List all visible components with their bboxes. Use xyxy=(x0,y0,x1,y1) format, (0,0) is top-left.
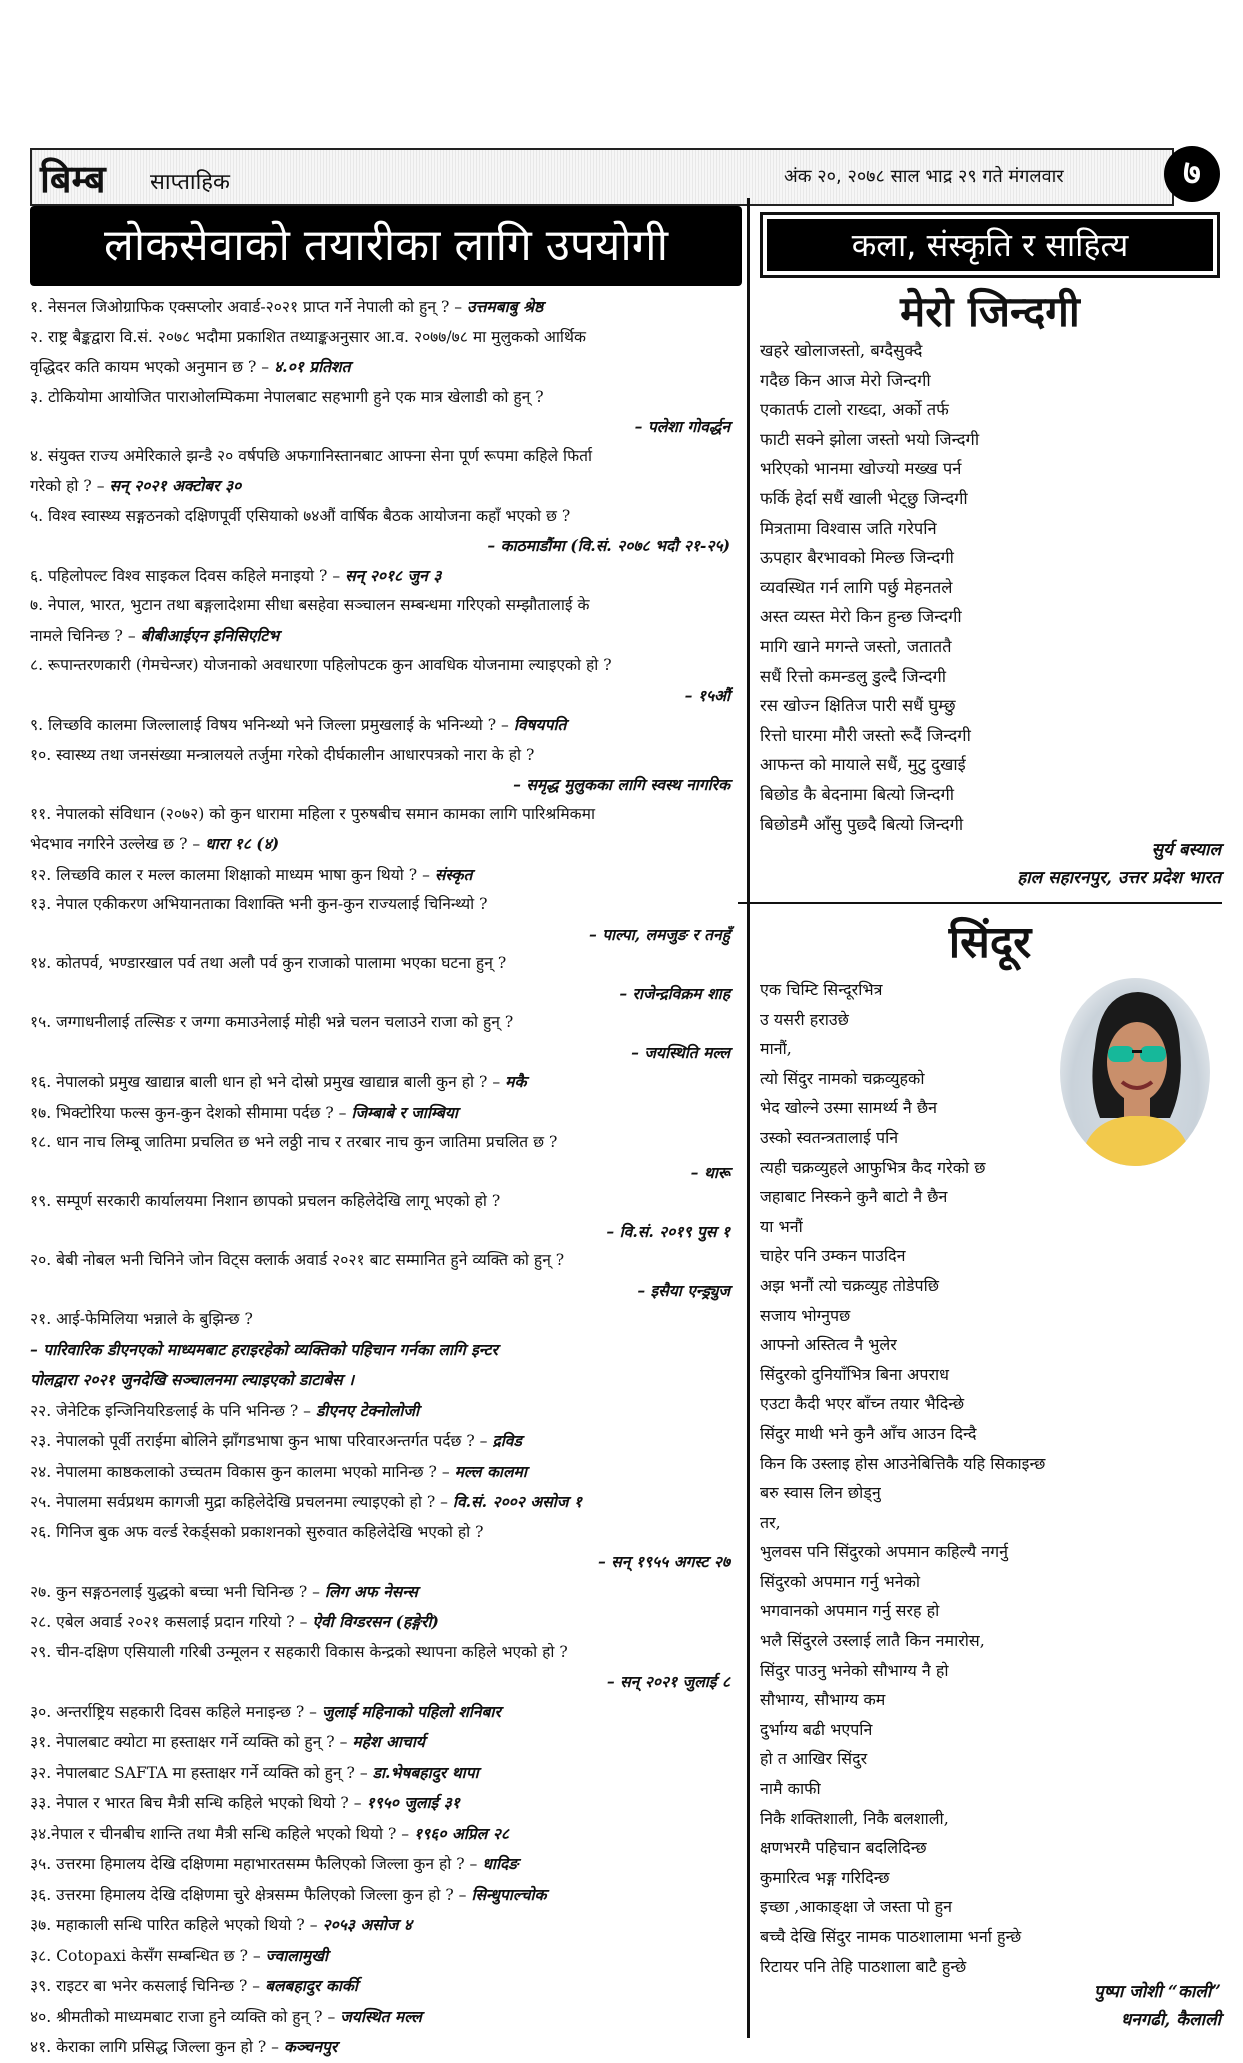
poem-line: मागि खाने मगन्ते जस्तो, जताततै xyxy=(760,636,952,656)
quiz-question-text: १७. भिक्टोरिया फल्स कुन-कुन देशको सीमामा पर्दछ ? – xyxy=(30,1103,347,1122)
quiz-line xyxy=(30,1276,742,1306)
quiz-question xyxy=(30,1849,742,1880)
quiz-line xyxy=(30,860,742,891)
quiz-answer: धादिङ xyxy=(482,1854,519,1873)
quiz-question-text: ३१. नेपालबाट क्योटा मा हस्ताक्षर गर्ने व्यक्ति को हुन् ? – xyxy=(30,1733,348,1751)
quiz-question xyxy=(30,1067,742,1098)
quiz-section-title: लोकसेवाको तयारीका लागि उपयोगी xyxy=(30,206,742,286)
quiz-line xyxy=(30,1457,742,1488)
quiz-answer: धारा १८ (४) xyxy=(205,834,280,853)
quiz-question-text: २५. नेपालमा सर्वप्रथम कागजी मुद्रा कहिलेदेखि प्रचलनमा ल्याइएको हो ? – xyxy=(30,1493,448,1511)
poem-author-address: धनगढी, कैलाली xyxy=(1120,2010,1221,2030)
poem-line: सिंदुरको अपमान गर्नु भनेको xyxy=(760,1571,921,1591)
quiz-question-text: ३५. उत्तरमा हिमालय देखि दक्षिणमा महाभारतसम्म फैलिएको जिल्ला कुन हो ? – xyxy=(30,1855,478,1873)
quiz-answer: – इसैया एन्ड्र्युज xyxy=(637,1280,730,1300)
poem-line: या भनौं xyxy=(760,1216,803,1236)
poem-line: उस्को स्वतन्त्रतालाई पनि xyxy=(760,1127,899,1147)
quiz-line xyxy=(30,741,742,771)
quiz-answer: जुलाई महिनाको पहिलो शनिबार xyxy=(321,1701,501,1721)
quiz-question-text: ३४.नेपाल र चीनबीच शान्ति तथा मैत्री सन्धि कहिले भएको थियो ? – xyxy=(30,1824,410,1843)
quiz-question xyxy=(30,1607,742,1638)
quiz-answer: – जयस्थिति मल्ल xyxy=(631,1042,730,1062)
quiz-question-text: ९. लिच्छवि कालमा जिल्लालाई विषय भनिन्थ्यो भने जिल्ला प्रमुखलाई के भनिन्थ्यो ? – xyxy=(30,716,509,734)
quiz-line xyxy=(30,681,742,711)
poem-author-name: सुर्य बस्याल xyxy=(1151,840,1221,860)
quiz-question-text: २८. एबेल अवार्ड २०२१ कसलाई प्रदान गरियो ? – xyxy=(30,1613,308,1631)
quiz-question-text: २०. बेबी नोबल भनी चिनिने जोन विट्स क्लार्क अवार्ड २०२१ बाट सम्मानित हुने व्यक्ति को हुन् ? xyxy=(30,1251,565,1269)
quiz-question xyxy=(30,1426,742,1457)
quiz-answer: – वि.सं. २०१९ पुस १ xyxy=(606,1221,730,1241)
quiz-question xyxy=(30,741,742,771)
quiz-question xyxy=(30,2002,742,2033)
quiz-line xyxy=(30,1547,742,1577)
quiz-question xyxy=(30,1819,742,1850)
quiz-question xyxy=(30,561,742,592)
quiz-answer: ऐवी विग्डरसन (हङ्गेरी) xyxy=(312,1612,439,1631)
quiz-question-text: १३. नेपाल एकीकरण अभियानताका विशाक्ति भनी कुन-कुन राज्यलाई चिनिन्थ्यो ? xyxy=(30,895,488,913)
poem-line: रिटायर पनि तेहि पाठशाला बाटै हुन्छे xyxy=(760,1956,967,1976)
quiz-line xyxy=(30,2002,742,2033)
quiz-line xyxy=(30,1788,742,1819)
quiz-question-text: १२. लिच्छवि काल र मल्ल कालमा शिक्षाको माध्यम भाषा कुन थियो ? – xyxy=(30,865,430,884)
brand-logo: बिम्ब xyxy=(40,157,106,201)
poem-line: मित्रतामा विश्वास जति गरेपनि xyxy=(760,518,937,538)
quiz-answer: संस्कृत xyxy=(434,864,473,884)
quiz-answer: बीबीआईएन इनिसिएटिभ xyxy=(140,625,280,645)
quiz-line xyxy=(30,1880,742,1911)
quiz-question xyxy=(30,1246,742,1276)
quiz-answer: डा.भेषबहादुर थापा xyxy=(372,1762,479,1782)
poem-author-name: पुष्पा जोशी “काली” xyxy=(1094,1982,1221,2002)
quiz-line xyxy=(30,1819,742,1850)
quiz-line xyxy=(30,1396,742,1427)
quiz-line xyxy=(30,323,742,353)
quiz-line xyxy=(30,471,742,502)
poem-line: हो त आखिर सिंदुर xyxy=(760,1749,868,1769)
quiz-line xyxy=(30,651,742,681)
quiz-answer: द्रविड xyxy=(492,1431,522,1450)
quiz-question xyxy=(30,1008,742,1038)
poem-line: खहरे खोलाजस्तो, बग्दैसुक्दै xyxy=(760,341,923,360)
quiz-answer: कञ्चनपुर xyxy=(283,2037,338,2056)
quiz-line xyxy=(30,1008,742,1038)
quiz-line xyxy=(30,502,742,532)
poem-body xyxy=(760,975,1220,1981)
quiz-line xyxy=(30,1038,742,1068)
poem-line: फर्कि हेर्दा सधैं खाली भेट्छु जिन्दगी xyxy=(760,488,968,508)
quiz-answer: – पलेशा गोवर्द्धन xyxy=(634,417,730,436)
quiz-line xyxy=(30,1941,742,1972)
poem-line: अझ भनौं त्यो चक्रव्युह तोडेपछि xyxy=(760,1275,939,1295)
quiz-line xyxy=(30,1518,742,1548)
quiz-question-text: २१. आई-फेमिलिया भन्नाले के बुझिन्छ ? xyxy=(30,1310,253,1328)
quiz-question xyxy=(30,710,742,741)
quiz-line xyxy=(30,1335,742,1366)
section-divider xyxy=(738,902,1222,904)
quiz-question xyxy=(30,1518,742,1548)
quiz-list xyxy=(30,292,742,2063)
quiz-question-text: २९. चीन-दक्षिण एसियाली गरिबी उन्मूलन र सहकारी विकास केन्द्रको स्थापना कहिले भएको हो ? xyxy=(30,1642,568,1661)
quiz-question-text: १६. नेपालको प्रमुख खाद्यान्न बाली धान हो भने दोस्रो प्रमुख खाद्यान्न बाली कुन हो ? – xyxy=(30,1073,501,1091)
quiz-line xyxy=(30,1158,742,1188)
quiz-question xyxy=(30,1098,742,1129)
poem-line: सिंदुर माथी भने कुनै आँच आउन दिन्दै xyxy=(760,1423,977,1443)
quiz-question-text: ११. नेपालको संविधान (२०७२) को कुन धारामा महिला र पुरुषबीच समान कामका लागि पारिश्रमिकमा xyxy=(30,804,596,823)
poem-author xyxy=(1094,1978,1221,2034)
quiz-question xyxy=(30,1396,742,1427)
quiz-line xyxy=(30,920,742,950)
poem-line: उ यसरी हराउछे xyxy=(760,1009,849,1029)
quiz-line xyxy=(30,1910,742,1941)
quiz-answer: सिन्धुपाल्चोक xyxy=(471,1884,547,1904)
quiz-question xyxy=(30,442,742,472)
quiz-line xyxy=(30,1849,742,1880)
poem-line: ऊपहार बैरभावको मिल्छ जिन्दगी xyxy=(760,548,954,568)
quiz-question xyxy=(30,1457,742,1488)
brand-subtitle: साप्ताहिक xyxy=(150,170,230,195)
quiz-question-text: गरेको हो ? – xyxy=(30,477,105,495)
literature-section-title xyxy=(760,212,1220,278)
poem-line: भगवानको अपमान गर्नु सरह हो xyxy=(760,1601,940,1621)
poem-line: भलै सिंदुरले उस्लाई लातै किन नमारोस, xyxy=(760,1631,985,1651)
quiz-question xyxy=(30,1788,742,1819)
quiz-question-text: १९. सम्पूर्ण सरकारी कार्यालयमा निशान छापको प्रचलन कहिलेदेखि लागू भएको हो ? xyxy=(30,1192,501,1210)
poem-line: सिंदुरको दुनियाँभित्र बिना अपराध xyxy=(760,1364,950,1384)
quiz-line xyxy=(30,1577,742,1608)
quiz-line xyxy=(30,621,742,652)
quiz-answer: – सन् १९५५ अगस्ट २७ xyxy=(598,1552,730,1571)
quiz-question-text: ५. विश्व स्वास्थ्य सङ्गठनको दक्षिणपूर्वी एसियाको ७४औं वार्षिक बैठक आयोजना कहाँ भएको छ ? xyxy=(30,506,571,525)
quiz-question xyxy=(30,949,742,979)
quiz-line xyxy=(30,1638,742,1668)
quiz-question xyxy=(30,1487,742,1518)
poem-line: किन कि उस्लाइ होस आउनेबित्तिकै यहि सिकाइन्छ xyxy=(760,1453,1046,1473)
quiz-question-text: २४. नेपालमा काष्ठकलाको उच्चतम विकास कुन कालमा भएको मानिन्छ ? – xyxy=(30,1462,450,1481)
poem-line: आफन्त को मायाले सधैं, मुटु दुखाई xyxy=(760,755,966,775)
quiz-question-text: ४१. केराका लागि प्रसिद्ध जिल्ला कुन हो ? – xyxy=(30,2038,279,2056)
quiz-question xyxy=(30,1638,742,1668)
poem-line: गदैछ किन आज मेरो जिन्दगी xyxy=(760,370,931,390)
poem-line: बिछोड कै बेदनामा बित्यो जिन्दगी xyxy=(760,784,955,804)
quiz-line xyxy=(30,1426,742,1457)
quiz-question-text: वृद्धिदर कति कायम भएको अनुमान छ ? – xyxy=(30,358,270,376)
quiz-question-text: ६. पहिलोपल्ट विश्व साइकल दिवस कहिले मनाइयो ? – xyxy=(30,566,341,585)
poem-line: बच्चै देखि सिंदुर नामक पाठशालामा भर्ना हुन्छे xyxy=(760,1927,1022,1946)
quiz-answer: – राजेन्द्रविक्रम शाह xyxy=(619,983,730,1003)
quiz-line xyxy=(30,412,742,442)
quiz-answer: १९५० जुलाई ३१ xyxy=(366,1793,460,1812)
quiz-question xyxy=(30,591,742,621)
masthead xyxy=(30,148,1174,206)
quiz-question xyxy=(30,1941,742,1972)
quiz-question-text: ३०. अन्तर्राष्ट्रिय सहकारी दिवस कहिले मनाइन्छ ? – xyxy=(30,1702,317,1721)
poem-line: सधैं रित्तो कमन्डलु डुल्दै जिन्दगी xyxy=(760,666,947,686)
quiz-question xyxy=(30,860,742,891)
quiz-question xyxy=(30,1365,742,1396)
quiz-answer: १९६० अप्रिल २८ xyxy=(414,1823,509,1843)
quiz-question-text: १०. स्वास्थ्य तथा जनसंख्या मन्त्रालयले तर्जुमा गरेको दीर्घकालीन आधारपत्रको नारा के हो ? xyxy=(30,745,535,764)
quiz-question-text: २६. गिनिज बुक अफ वर्ल्ड रेकर्ड्सको प्रकाशनको सुरुवात कहिलेदेखि भएको हो ? xyxy=(30,1522,484,1541)
quiz-line xyxy=(30,800,742,830)
quiz-question-text: ४०. श्रीमतीको माध्यमबाट राजा हुने व्यक्ति को हुन् ? – xyxy=(30,2007,336,2026)
quiz-answer: मकै xyxy=(505,1072,527,1091)
quiz-question xyxy=(30,621,742,652)
quiz-line xyxy=(30,352,742,383)
quiz-line xyxy=(30,531,742,561)
quiz-question-text: १४. कोतपर्व, भण्डारखाल पर्व तथा अलौ पर्व कुन राजाको पालामा भएका घटना हुन् ? xyxy=(30,954,507,972)
quiz-question-text: १. नेसनल जिओग्राफिक एक्सप्लोर अवार्ड-२०२१ प्राप्त गर्ने नेपाली को हुन् ? – xyxy=(30,298,463,316)
quiz-question-text: ३६. उत्तरमा हिमालय देखि दक्षिणमा चुरे क्षेत्रसम्म फैलिएको जिल्ला कुन हो ? – xyxy=(30,1885,467,1904)
quiz-answer: वि.सं. २००२ असोज १ xyxy=(452,1492,582,1511)
quiz-answer: – थारू xyxy=(690,1162,730,1182)
poem-line: जहाबाट निस्कने कुनै बाटो नै छैन xyxy=(760,1187,948,1207)
quiz-question-text: २. राष्ट्र बैङ्कद्वारा वि.सं. २०७८ भदौमा प्रकाशित तथ्याङ्कअनुसार आ.व. २०७७/७८ मा मुलुकको आर्थिक xyxy=(30,327,586,346)
quiz-question-text: १८. धान नाच लिम्बू जातिमा प्रचलित छ भने लठ्ठी नाच र तरबार नाच कुन जातिमा प्रचलित छ ? xyxy=(30,1133,558,1151)
quiz-answer: जिम्बाबे र जाम्बिया xyxy=(351,1102,458,1122)
quiz-answer: बलबहादुर कार्की xyxy=(265,1976,358,1995)
quiz-answer: पोलद्वारा २०२१ जुनदेखि सञ्चालनमा ल्याइएको डाटाबेस । xyxy=(30,1370,355,1389)
poem-line: व्यवस्थित गर्न लागि पर्छु मेहनतले xyxy=(760,577,953,597)
quiz-line xyxy=(30,979,742,1009)
poem-line: चाहेर पनि उम्कन पाउदिन xyxy=(760,1246,906,1266)
quiz-question-text: ४. संयुक्त राज्य अमेरिकाले झन्डै २० वर्षपछि अफगानिस्तानबाट आफ्ना सेना पूर्ण रूपमा कहिले फिर्ता xyxy=(30,446,593,465)
quiz-answer: सन् २०२१ अक्टोबर ३० xyxy=(109,476,242,495)
quiz-line xyxy=(30,1971,742,2002)
poem-line: सिंदुर पाउनु भनेको सौभाग्य नै हो xyxy=(760,1660,949,1680)
quiz-line xyxy=(30,1187,742,1217)
quiz-question xyxy=(30,829,742,860)
quiz-line xyxy=(30,949,742,979)
quiz-question xyxy=(30,2032,742,2063)
quiz-answer: – काठमाडौंमा (वि.सं. २०७८ भदौ २१-२५) xyxy=(487,536,730,555)
quiz-line xyxy=(30,1758,742,1789)
poem-author xyxy=(1017,836,1221,892)
quiz-answer: उत्तमबाबु श्रेष्ठ xyxy=(467,297,544,316)
quiz-answer: जयस्थित मल्ल xyxy=(340,2006,422,2026)
quiz-question-text: ३७. महाकाली सन्धि पारित कहिले भएको थियो ? – xyxy=(30,1916,318,1934)
poem-line: रस खोज्न क्षितिज पारी सधैं घुम्छु xyxy=(760,696,956,716)
poem-line: क्षणभरमै पहिचान बदलिदिन्छ xyxy=(760,1838,927,1858)
quiz-answer: २०५३ असोज ४ xyxy=(322,1915,412,1934)
issue-info: अंक २०, २०७८ साल भाद्र २९ गते मंगलवार xyxy=(784,166,1064,187)
quiz-question xyxy=(30,651,742,681)
quiz-answer: विषयपति xyxy=(513,715,567,734)
quiz-line xyxy=(30,442,742,472)
poem-line: तर, xyxy=(760,1512,781,1532)
poem-line: त्यही चक्रव्युहले आफुभित्र कैद गरेको छ xyxy=(760,1157,986,1177)
quiz-answer: महेश आचार्य xyxy=(352,1732,425,1751)
quiz-line xyxy=(30,1365,742,1396)
quiz-question xyxy=(30,890,742,920)
quiz-question-text: नामले चिनिन्छ ? – xyxy=(30,626,136,645)
quiz-answer: ज्वालामुखी xyxy=(265,1945,329,1965)
quiz-question-text: भेदभाव नगरिने उल्लेख छ ? – xyxy=(30,835,201,853)
quiz-line xyxy=(30,561,742,592)
quiz-question xyxy=(30,502,742,532)
quiz-question xyxy=(30,383,742,413)
poem-line: भुलवस पनि सिंदुरको अपमान कहिल्यै नगर्नु xyxy=(760,1542,1008,1562)
poem-line: आफ्नो अस्तित्व नै भुलेर xyxy=(760,1335,897,1355)
quiz-question xyxy=(30,1971,742,2002)
quiz-line xyxy=(30,1246,742,1276)
quiz-line xyxy=(30,1128,742,1158)
poem-line: बरु स्वास लिन छोड्नु xyxy=(760,1483,881,1503)
quiz-question-text: २२. जेनेटिक इन्जिनियरिङलाई के पनि भनिन्छ ? – xyxy=(30,1401,311,1420)
quiz-line xyxy=(30,770,742,800)
quiz-line xyxy=(30,1098,742,1129)
quiz-answer: डीएनए टेक्नोलोजी xyxy=(315,1400,419,1420)
poem-line: रित्तो घारमा मौरी जस्तो रूदैं जिन्दगी xyxy=(760,725,971,745)
quiz-line xyxy=(30,591,742,621)
poem-line: एकातर्फ टालो राख्दा, अर्को तर्फ xyxy=(760,400,949,420)
quiz-line xyxy=(30,1667,742,1697)
quiz-question-text: ३९. राइटर बा भनेर कसलाई चिनिन्छ ? – xyxy=(30,1977,261,1995)
quiz-answer: – समृद्ध मुलुकका लागि स्वस्थ नागरिक xyxy=(513,775,730,794)
poem-author-address: हाल सहारनपुर, उत्तर प्रदेश भारत xyxy=(1017,868,1221,888)
quiz-line xyxy=(30,710,742,741)
poem-line: एक चिम्टि सिन्दूरभित्र xyxy=(760,980,883,999)
quiz-line xyxy=(30,1217,742,1247)
quiz-question-text: ७. नेपाल, भारत, भुटान तथा बङ्गलादेशमा सीधा बसहेवा सञ्चालन सम्बन्धमा गरिएको सम्झौतालाई के xyxy=(30,596,590,614)
quiz-line xyxy=(30,1727,742,1758)
poem-line: अस्त व्यस्त मेरो किन हुन्छ जिन्दगी xyxy=(760,607,962,627)
quiz-question xyxy=(30,323,742,353)
poem-line: भेद खोल्ने उस्मा सामर्थ्य नै छैन xyxy=(760,1098,937,1118)
quiz-answer: मल्ल कालमा xyxy=(454,1461,527,1481)
poem-title: सिंदूर xyxy=(948,917,1032,968)
quiz-question xyxy=(30,1727,742,1758)
quiz-question xyxy=(30,292,742,323)
poem-line: दुर्भाग्य बढी भएपनि xyxy=(760,1719,873,1739)
quiz-line xyxy=(30,890,742,920)
quiz-question xyxy=(30,1758,742,1789)
quiz-question xyxy=(30,471,742,502)
quiz-question-text: ३८. Cotopaxi केसँग सम्बन्धित छ ? – xyxy=(30,1946,261,1965)
quiz-question xyxy=(30,1305,742,1335)
poem-line: निकै शक्तिशाली, निकै बलशाली, xyxy=(760,1808,949,1828)
poem-body xyxy=(760,336,1220,839)
quiz-question-text: ८. रूपान्तरणकारी (गेमचेन्जर) योजनाको अवधारणा पहिलोपटक कुन आवधिक योजनामा ल्याइएको हो ? xyxy=(30,656,612,674)
quiz-question-text: १५. जग्गाधनीलाई तल्सिङ र जग्गा कमाउनेलाई मोही भन्ने चलन चलाउने राजा को हुन् ? xyxy=(30,1013,514,1031)
poem-line: बिछोडमै आँसु पुछ्दै बित्यो जिन्दगी xyxy=(760,814,964,834)
quiz-line xyxy=(30,1067,742,1098)
quiz-question xyxy=(30,1910,742,1941)
poem-line: सजाय भोग्नुपछ xyxy=(760,1305,851,1325)
quiz-line xyxy=(30,829,742,860)
poem-line: त्यो सिंदुर नामको चक्रव्युहको xyxy=(760,1068,925,1088)
quiz-question xyxy=(30,1697,742,1728)
quiz-answer: लिग अफ नेसन्स xyxy=(324,1581,418,1601)
quiz-answer: सन् २०१८ जुन ३ xyxy=(345,565,442,585)
quiz-answer: ४.०१ प्रतिशत xyxy=(274,357,351,376)
page-number: ७ xyxy=(1164,146,1220,202)
quiz-answer: – १५औं xyxy=(684,685,730,705)
quiz-question-text: ३३. नेपाल र भारत बिच मैत्री सन्धि कहिले भएको थियो ? – xyxy=(30,1794,362,1812)
quiz-question-text: ३२. नेपालबाट SAFTA मा हस्ताक्षर गर्ने व्यक्ति को हुन् ? – xyxy=(30,1763,368,1782)
poem-line: इच्छा ,आकाङ्क्षा जे जस्ता पो हुन xyxy=(760,1897,953,1917)
poem-line: भरिएको भानमा खोज्यो मख्ख पर्न xyxy=(760,459,962,479)
quiz-question xyxy=(30,1128,742,1158)
literature-section-title-text: कला, संस्कृति र साहित्य xyxy=(767,219,1213,271)
quiz-answer: – सन् २०२१ जुलाई ८ xyxy=(606,1672,730,1691)
poem-title: मेरो जिन्दगी xyxy=(900,287,1080,336)
poem-line: सौभाग्य, सौभाग्य कम xyxy=(760,1690,886,1710)
quiz-line xyxy=(30,292,742,323)
quiz-question-text: २७. कुन सङ्गठनलाई युद्धको बच्चा भनी चिनिन्छ ? – xyxy=(30,1582,320,1601)
quiz-question xyxy=(30,352,742,383)
quiz-answer: – पारिवारिक डीएनएको माध्यमबाट हराइरहेको व्यक्तिको पहिचान गर्नका लागि इन्टर xyxy=(30,1339,498,1359)
quiz-line xyxy=(30,1487,742,1518)
column-divider xyxy=(747,198,750,2038)
quiz-question xyxy=(30,1335,742,1366)
quiz-question xyxy=(30,1187,742,1217)
poem-line: फाटी सक्ने झोला जस्तो भयो जिन्दगी xyxy=(760,429,980,449)
quiz-question-text: २३. नेपालको पूर्वी तराईमा बोलिने झाँगडभाषा कुन भाषा परिवारअन्तर्गत पर्दछ ? – xyxy=(30,1432,488,1450)
quiz-line xyxy=(30,1305,742,1335)
poem-line: एउटा कैदी भएर बाँच्न तयार भैदिन्छे xyxy=(760,1394,965,1414)
poem-line: कुमारित्व भङ्ग गरिदिन्छ xyxy=(760,1867,890,1887)
quiz-answer: – पाल्पा, लमजुङ र तनहुँ xyxy=(588,924,730,944)
quiz-question xyxy=(30,800,742,830)
poem-line: नामै काफी xyxy=(760,1779,821,1799)
poem-line: मानौं, xyxy=(760,1039,792,1059)
quiz-line xyxy=(30,2032,742,2063)
quiz-line xyxy=(30,1607,742,1638)
quiz-question xyxy=(30,1577,742,1608)
quiz-question-text: ३. टोकियोमा आयोजित पाराओलम्पिकमा नेपालबाट सहभागी हुने एक मात्र खेलाडी को हुन् ? xyxy=(30,387,544,406)
quiz-line xyxy=(30,1697,742,1728)
quiz-question xyxy=(30,1880,742,1911)
quiz-line xyxy=(30,383,742,413)
